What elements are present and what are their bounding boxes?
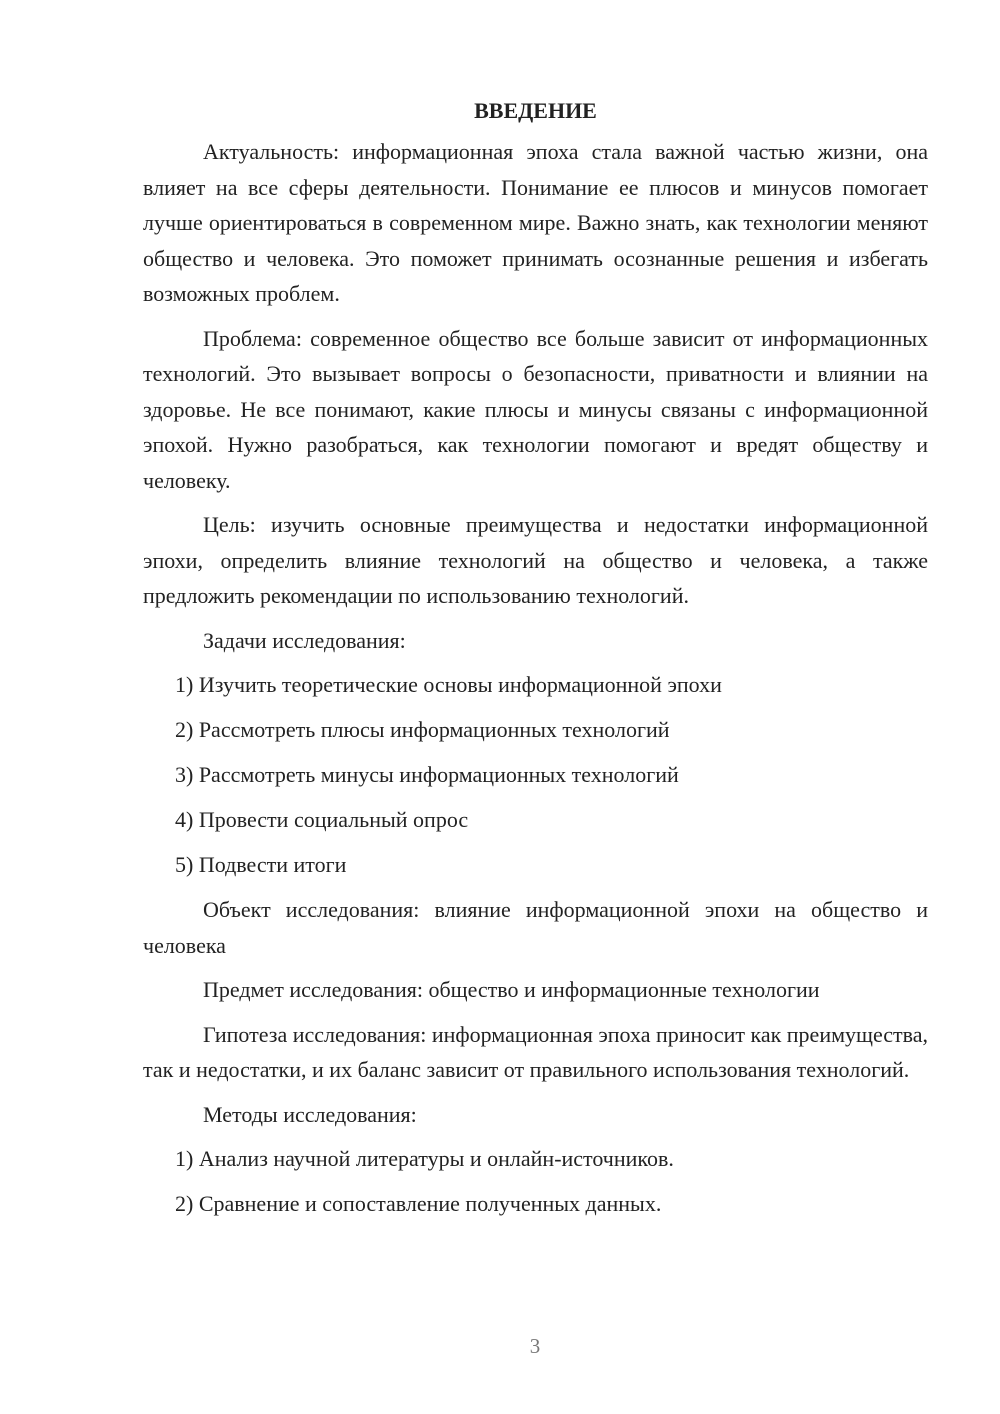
object-paragraph: Объект исследования: влияние информационной эпохи на общество и человека xyxy=(143,897,928,958)
hypothesis-paragraph: Гипотеза исследования: информационная эпоха приносит как преимущества, так и недостатки, и их баланс зависит от правильного использования технологий. xyxy=(143,1021,929,1082)
method-item: 2) Сравнение и сопоставление полученных данных. xyxy=(175,1191,662,1216)
task-item: 2) Рассмотреть плюсы информационных технологий xyxy=(175,717,670,742)
problem-paragraph: Проблема: современное общество все больше зависит от информационных технологий. Это вызывает вопросы о безопасности, приватности и влиянии на здоровье. Не все понимают, какие плюсы и минусы связаны с информационной эпохой. Нужно разобраться, как технологии помогают и вредят обществу и человеку. xyxy=(143,325,928,493)
method-item: 1) Анализ научной литературы и онлайн-источников. xyxy=(175,1146,674,1171)
task-item: 3) Рассмотреть минусы информационных технологий xyxy=(175,762,679,787)
subject-paragraph: Предмет исследования: общество и информационные технологии xyxy=(203,977,820,1002)
task-item: 4) Провести социальный опрос xyxy=(175,807,469,832)
goal-paragraph: Цель: изучить основные преимущества и недостатки информационной эпохи, определить влияние технологий на общество и человека, а также предложить рекомендации по использованию технологий. xyxy=(143,512,928,608)
tasks-heading: Задачи исследования: xyxy=(203,627,406,653)
methods-heading: Методы исследования: xyxy=(203,1101,417,1127)
page-title: ВВЕДЕНИЕ xyxy=(474,98,597,123)
task-item: 5) Подвести итоги xyxy=(175,852,347,877)
page-number: 3 xyxy=(529,1334,541,1358)
task-item: 1) Изучить теоретические основы информационной эпохи xyxy=(175,672,722,697)
relevance-paragraph: Актуальность: информационная эпоха стала важной частью жизни, она влияет на все сферы деятельности. Понимание ее плюсов и минусов помогает лучше ориентироваться в современном мире. Важно знать, как технологии меняют общество и человека. Это поможет принимать осознанные решения и избегать возможных проблем. xyxy=(143,139,928,306)
